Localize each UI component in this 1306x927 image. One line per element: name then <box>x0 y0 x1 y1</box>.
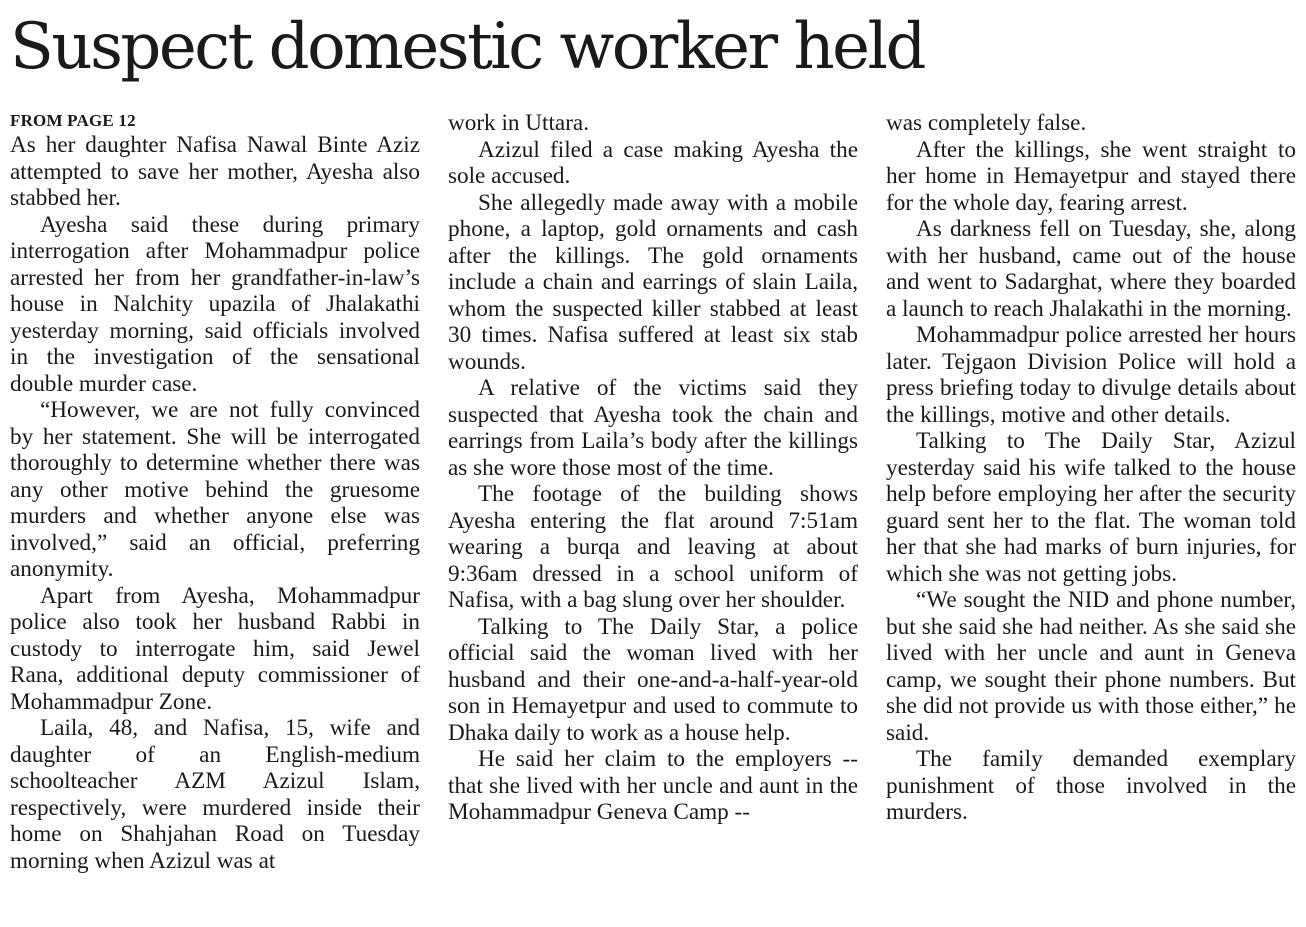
article-column-2 <box>448 110 858 826</box>
paragraph: Laila, 48, and Nafisa, 15, wife and daughter of an English-medium schoolteacher AZM Azizul Islam, respectively, were murdered inside their home on Shahjahan Road on Tuesday morning when Azizul was at <box>10 715 420 874</box>
paragraph: Mohammadpur police arrested her hours later. Tejgaon Division Police will hold a press briefing today to divulge details about the killings, motive and other details. <box>886 322 1296 428</box>
paragraph: The footage of the building shows Ayesha entering the flat around 7:51am wearing a burqa and leaving at about 9:36am dressed in a school uniform of Nafisa, with a bag slung over her shoulder. <box>448 481 858 613</box>
paragraph: Azizul filed a case making Ayesha the sole accused. <box>448 136 858 189</box>
paragraph: “However, we are not fully convinced by her statement. She will be interrogated thoroughly to determine whether there was any other motive behind the gruesome murders and whether anyone else was involved,” said an official, preferring anonymity. <box>10 397 420 582</box>
paragraph: Talking to The Daily Star, a police official said the woman lived with her husband and their one-and-a-half-year-old son in Hemayetpur and used to commute to Dhaka daily to work as a house help. <box>448 613 858 746</box>
paragraph: She allegedly made away with a mobile phone, a laptop, gold ornaments and cash after the killings. The gold ornaments include a chain and earrings of slain Laila, whom the suspected killer stabbed at least 30 times. Nafisa suffered at least six stab wounds. <box>448 189 858 375</box>
paragraph: Ayesha said these during primary interrogation after Mohammadpur police arrested her from her grandfather-in-law’s house in Nalchity upazila of Jhalakathi yesterday morning, said officials involved in the investigation of the sensational double murder case. <box>10 211 420 397</box>
paragraph: was completely false. <box>886 110 1087 136</box>
paragraph: Talking to The Daily Star, Azizul yesterday said his wife talked to the house help before employing her after the security guard sent her to the flat. The woman told her that she had marks of burn injuries, for which she was not getting jobs. <box>886 428 1296 587</box>
paragraph: As darkness fell on Tuesday, she, along with her husband, came out of the house and went to Sadarghat, where they boarded a launch to reach Jhalakathi in the morning. <box>886 216 1296 322</box>
headline: Suspect domestic worker held <box>10 10 924 84</box>
article-column-3 <box>886 110 1296 826</box>
paragraph: As her daughter Nafisa Nawal Binte Aziz attempted to save her mother, Ayesha also stabbed her. <box>10 132 420 211</box>
paragraph: He said her claim to the employers -- that she lived with her uncle and aunt in the Mohammadpur Geneva Camp -- <box>448 746 858 825</box>
paragraph: Apart from Ayesha, Mohammadpur police also took her husband Rabbi in custody to interrogate him, said Jewel Rana, additional deputy commissioner of Mohammadpur Zone. <box>10 582 420 715</box>
paragraph: work in Uttara. <box>448 110 590 136</box>
article-column-1 <box>10 110 420 874</box>
paragraph: The family demanded exemplary punishment of those involved in the murders. <box>886 746 1296 825</box>
paragraph: After the killings, she went straight to her home in Hemayetpur and stayed there for the whole day, fearing arrest. <box>886 136 1296 216</box>
paragraph: “We sought the NID and phone number, but she said she had neither. As she said she lived with her uncle and aunt in Geneva camp, we sought their phone numbers. But she did not provide us with those either,” he said. <box>886 587 1296 746</box>
paragraph: A relative of the victims said they suspected that Ayesha took the chain and earrings from Laila’s body after the killings as she wore those most of the time. <box>448 375 858 481</box>
continuation-kicker: FROM PAGE 12 <box>10 111 136 130</box>
